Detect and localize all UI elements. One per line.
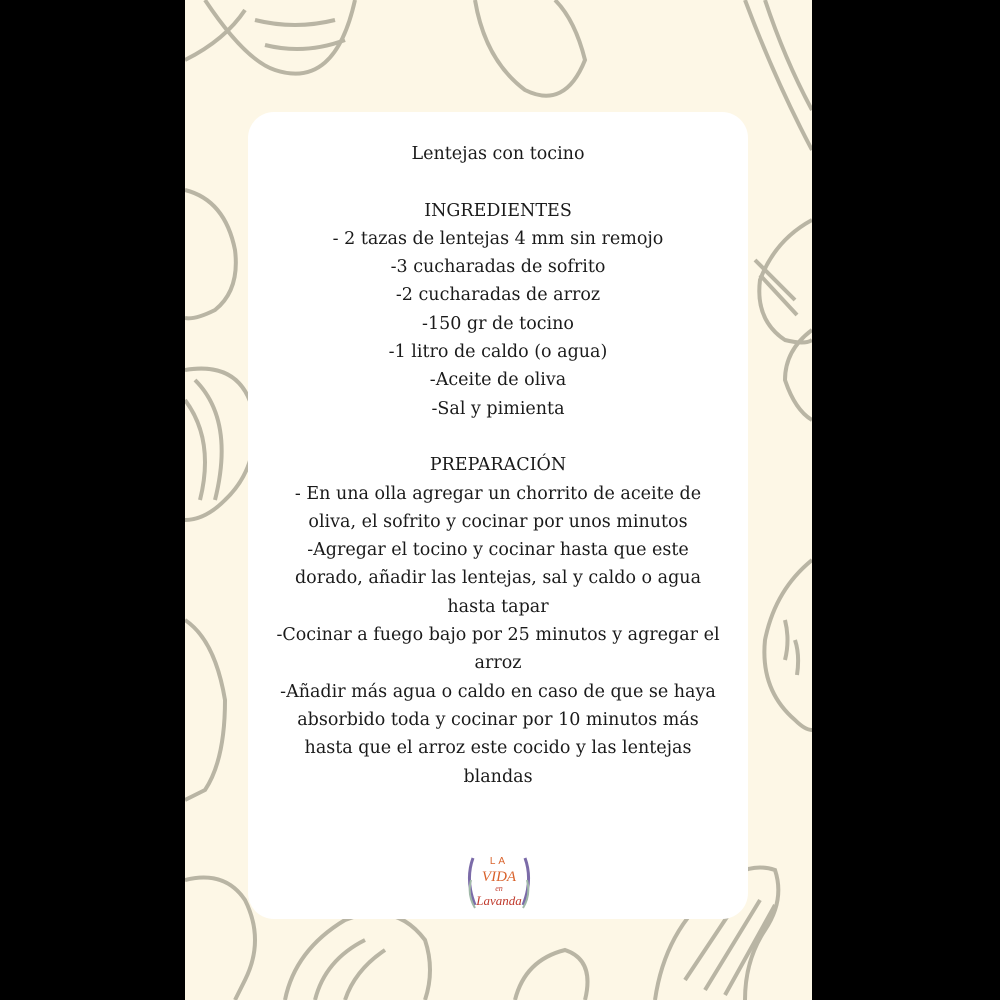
ingredient-item: - 2 tazas de lentejas 4 mm sin remojo — [332, 228, 664, 249]
logo-lavanda: Lavanda — [476, 893, 522, 908]
ingredient-item: -1 litro de caldo (o agua) — [388, 342, 608, 363]
recipe-title: Lentejas con tocino — [411, 144, 585, 164]
recipe-card — [248, 112, 748, 919]
preparation-line: oliva, el sofrito y cocinar por unos minutos — [308, 511, 688, 532]
la-vida-en-lavanda-logo — [461, 850, 537, 916]
recipe-text — [248, 140, 748, 791]
ingredients-heading: INGREDIENTES — [424, 200, 572, 221]
logo-en: en — [495, 884, 503, 893]
ingredient-item: -150 gr de tocino — [422, 313, 574, 334]
preparation-line: - En una olla agregar un chorrito de aceite de — [294, 483, 702, 504]
ingredient-item: -3 cucharadas de sofrito — [390, 257, 606, 278]
preparation-line: arroz — [474, 653, 522, 674]
preparation-line: -Cocinar a fuego bajo por 25 minutos y agregar el — [276, 625, 720, 646]
recipe-page — [185, 0, 812, 1000]
preparation-line: hasta que el arroz este cocido y las lentejas — [304, 738, 692, 759]
preparation-line: blandas — [463, 766, 533, 787]
preparation-heading: PREPARACIÓN — [429, 455, 567, 476]
preparation-line: dorado, añadir las lentejas, sal y caldo o agua — [294, 568, 701, 589]
ingredient-item: -Aceite de oliva — [429, 370, 567, 391]
logo-vida: VIDA — [481, 869, 517, 885]
preparation-line: hasta tapar — [447, 596, 549, 617]
logo-la: LA — [489, 856, 509, 867]
preparation-line: -Agregar el tocino y cocinar hasta que este — [307, 540, 689, 561]
preparation-line: absorbido toda y cocinar por 10 minutos más — [297, 709, 699, 730]
preparation-line: -Añadir más agua o caldo en caso de que se haya — [280, 681, 716, 702]
ingredient-item: -2 cucharadas de arroz — [395, 285, 601, 306]
ingredient-item: -Sal y pimienta — [431, 398, 565, 419]
